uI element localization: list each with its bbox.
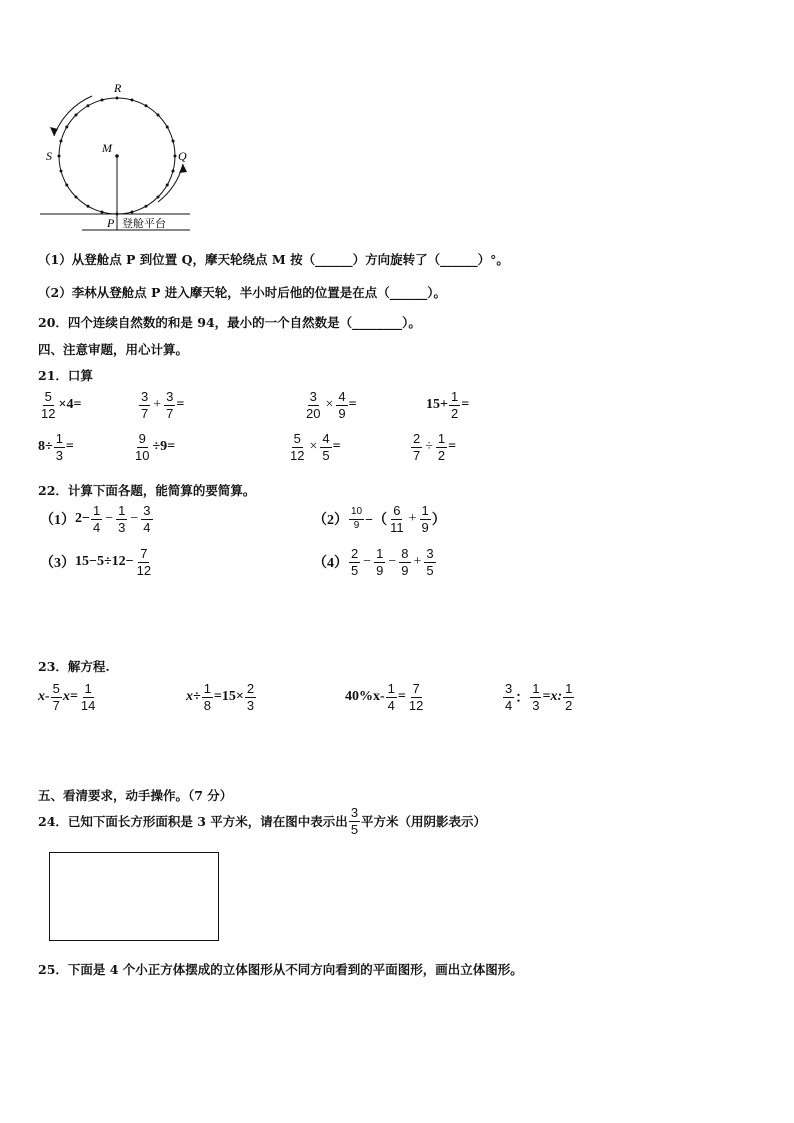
numerator: 5 <box>293 431 301 446</box>
label-S: S <box>46 149 52 163</box>
numerator: 4 <box>338 389 346 404</box>
wheel-cabin-dot <box>172 139 175 142</box>
numerator: 2 <box>413 431 421 446</box>
label-platform: 登舱平台 <box>122 217 166 230</box>
q22-title: 22．计算下面各题，能简算的要简算。 <box>38 483 256 498</box>
numerator: 5 <box>52 681 60 696</box>
q24-text-pre: 24．已知下面长方形面积是 3 平方米，请在图中表示出 <box>38 814 348 830</box>
numerator: 3 <box>141 389 149 404</box>
expr-prefix: x÷ <box>186 689 201 705</box>
denominator: 9 <box>401 562 409 578</box>
q21-item-4 <box>426 390 469 420</box>
q21-item-8 <box>410 432 456 462</box>
wheel-cabin-dot <box>87 104 90 107</box>
denominator: 3 <box>55 447 63 463</box>
denominator: 3 <box>532 697 540 713</box>
operator: + <box>153 397 162 413</box>
expr-middle: = <box>397 689 406 705</box>
numerator: 10 <box>349 507 364 520</box>
wheel-cabin-dot <box>166 126 169 129</box>
operator: × <box>325 397 334 413</box>
expr-middle: =x: <box>542 689 563 705</box>
denominator: 2 <box>437 447 446 463</box>
expr-rest: = <box>65 439 74 455</box>
expr-middle: x= <box>62 689 78 705</box>
numerator: 3 <box>309 389 317 404</box>
q21-item-2 <box>138 390 184 420</box>
part-label: （3） <box>40 556 75 572</box>
arrowhead-right-icon <box>179 164 187 173</box>
part-label: （4） <box>313 556 348 572</box>
q23-eq3 <box>345 682 426 712</box>
denominator: 5 <box>350 821 359 837</box>
numerator: 1 <box>84 681 92 696</box>
operator: ÷ <box>425 439 433 455</box>
section4-heading: 四、注意审题，用心计算。 <box>38 342 189 357</box>
numerator: 3 <box>143 503 151 518</box>
q21-item-7 <box>287 432 341 462</box>
q21-item-6 <box>132 432 175 462</box>
numerator: 5 <box>44 389 52 404</box>
numerator: 3 <box>350 805 359 820</box>
denominator: 2 <box>565 697 573 713</box>
q24 <box>38 806 486 836</box>
q19-part1: （1）从登舱点 P 到位置 Q，摩天轮绕点 M 按（______）方向旋转了（______）°。 <box>38 252 509 267</box>
q25: 25．下面是 4 个小正方体摆成的立体图形从不同方向看到的平面图形，画出立体图形。 <box>38 962 523 977</box>
q21-item-5 <box>38 432 74 462</box>
label-Q: Q <box>178 149 187 163</box>
numerator: 4 <box>322 431 330 446</box>
wheel-cabin-dot <box>100 98 103 101</box>
denominator: 7 <box>52 697 60 713</box>
denominator: 10 <box>135 447 150 463</box>
wheel-cabin-dot <box>59 139 62 142</box>
numerator: 1 <box>92 503 101 518</box>
denominator: 7 <box>413 447 421 463</box>
wheel-cabin-dot <box>166 184 169 187</box>
wheel-cabin-dot <box>131 98 134 101</box>
expr-prefix: x- <box>38 689 50 705</box>
label-M: M <box>102 141 112 155</box>
numerator: 2 <box>351 546 359 561</box>
numerator: 7 <box>140 546 148 561</box>
expr-prefix: 15−5÷12− <box>75 554 134 570</box>
numerator: 1 <box>55 431 63 446</box>
numerator: 1 <box>387 681 395 696</box>
expr-middle: ： <box>515 691 530 707</box>
q21-item-1 <box>38 390 81 420</box>
q24-text-post: 平方米（用阴影表示） <box>361 814 487 830</box>
denominator: 12 <box>136 562 152 578</box>
denominator: 20 <box>306 405 321 421</box>
expr-prefix: 8÷ <box>38 439 53 455</box>
numerator: 3 <box>166 389 174 404</box>
expr-prefix: 15+ <box>426 397 448 413</box>
q23-eq2 <box>186 682 257 712</box>
denominator: 2 <box>450 405 459 421</box>
q23-title: 23．解方程. <box>38 659 110 674</box>
denominator: 7 <box>166 405 174 421</box>
label-R: R <box>114 81 122 95</box>
expr-rest: ÷9= <box>152 439 176 455</box>
q22-part3 <box>40 547 154 577</box>
wheel-cabin-dot <box>157 196 160 199</box>
numerator: 8 <box>401 546 409 561</box>
q22-part2: （2） $\frac{10}{9}$ −（ $\frac{6}{11}$ + $\frac{1}{9}$ ） <box>313 503 446 535</box>
expr-rest: ×4= <box>58 397 82 413</box>
wheel-cabin-dot <box>157 113 160 116</box>
label-P: P <box>107 216 115 230</box>
denominator: 12 <box>408 697 424 713</box>
wheel-cabin-dot <box>87 205 90 208</box>
wheel-cabin-dot <box>65 126 68 129</box>
numerator: 1 <box>118 503 126 518</box>
wheel-cabin-dot <box>65 184 68 187</box>
denominator: 14 <box>80 697 96 713</box>
section5-heading: 五、看清要求，动手操作。（7 分） <box>38 788 233 803</box>
rectangle-3-sqm[interactable] <box>49 852 219 941</box>
denominator: 8 <box>203 697 211 713</box>
denominator: 9 <box>421 519 429 535</box>
q21-title: 21．口算 <box>38 368 93 383</box>
numerator: 1 <box>532 681 540 696</box>
denominator: 4 <box>143 519 151 535</box>
numerator: 3 <box>426 546 434 561</box>
wheel-cabin-dot <box>116 97 119 100</box>
denominator: 9 <box>353 519 360 531</box>
denominator: 9 <box>338 405 346 421</box>
expr-middle: −（ <box>365 513 388 529</box>
numerator: 7 <box>412 681 420 696</box>
denominator: 3 <box>246 697 255 713</box>
wheel-cabin-dot <box>172 170 175 173</box>
denominator: 4 <box>505 697 513 713</box>
numerator: 2 <box>246 681 255 696</box>
expr-prefix: 2− <box>75 511 90 527</box>
expr-rest: = <box>461 397 470 413</box>
wheel-cabin-dot <box>74 113 77 116</box>
wheel-cabin-dot <box>145 205 148 208</box>
denominator: 12 <box>41 405 56 421</box>
wheel-cabin-dot <box>100 211 103 214</box>
expr-rest: = <box>348 397 357 413</box>
ferris-wheel-diagram <box>30 78 200 238</box>
expr-rest: = <box>448 439 457 455</box>
numerator: 1 <box>450 389 459 404</box>
denominator: 4 <box>92 519 101 535</box>
numerator: 9 <box>138 431 146 446</box>
operator: × <box>309 439 318 455</box>
counterclockwise-arrow-left <box>54 96 92 136</box>
q23-eq1 <box>38 682 98 712</box>
numerator: 3 <box>505 681 513 696</box>
numerator: 1 <box>376 546 384 561</box>
wheel-cabin-dot <box>59 170 62 173</box>
denominator: 7 <box>141 405 149 421</box>
numerator: 1 <box>437 431 446 446</box>
q21-item-3 <box>303 390 357 420</box>
denominator: 5 <box>322 447 330 463</box>
numerator: 1 <box>421 503 429 518</box>
denominator: 5 <box>351 562 359 578</box>
q22-part4: （4） $\frac{2}{5}$ − $\frac{1}{9}$ − $\frac{8}{9}$ + $\frac{3}{5}$ <box>313 546 434 578</box>
part-label: （1） <box>40 513 75 529</box>
denominator: 9 <box>376 562 384 578</box>
numerator: 6 <box>393 503 401 518</box>
expr-rest: = <box>176 397 185 413</box>
expr-prefix: 40%x- <box>345 689 385 705</box>
numerator: 1 <box>565 681 573 696</box>
expr-end: ） <box>431 513 446 529</box>
part-label: （2） <box>313 513 348 529</box>
q20: 20．四个连续自然数的和是 94，最小的一个自然数是（________）。 <box>38 315 421 330</box>
expr-rest: = <box>332 439 341 455</box>
wheel-cabin-dot <box>174 155 177 158</box>
denominator: 3 <box>118 519 126 535</box>
wheel-cabin-dot <box>131 211 134 214</box>
q23-eq4 <box>502 682 575 712</box>
denominator: 11 <box>390 519 404 535</box>
q22-part1: （1） 2− $\frac{1}{4}$ − $\frac{1}{3}$ − $\frac{3}{4}$ <box>40 503 151 535</box>
wheel-cabin-dot <box>58 155 61 158</box>
denominator: 12 <box>290 447 305 463</box>
denominator: 4 <box>387 697 395 713</box>
counterclockwise-arrow-right <box>158 164 183 202</box>
wheel-cabin-dot <box>145 104 148 107</box>
numerator: 1 <box>203 681 211 696</box>
q19-part2: （2）李林从登舱点 P 进入摩天轮，半小时后他的位置是在点（______）。 <box>38 285 447 300</box>
denominator: 5 <box>426 562 434 578</box>
wheel-cabin-dot <box>74 196 77 199</box>
expr-middle: =15× <box>213 689 244 705</box>
